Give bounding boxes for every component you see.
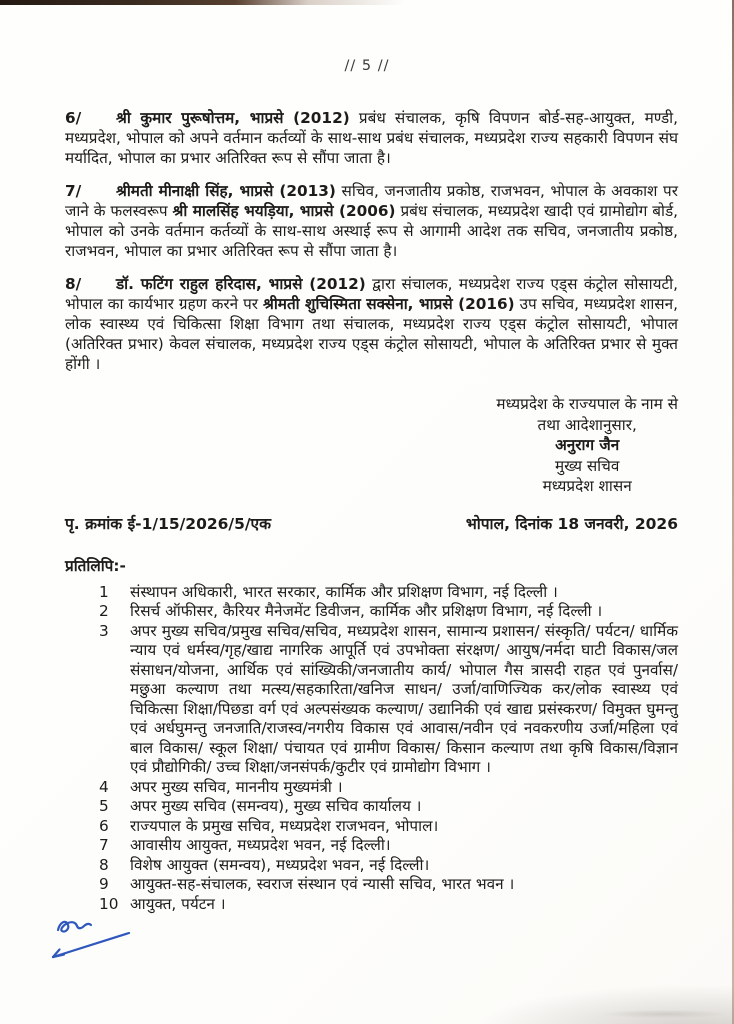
order-paragraph-8 bbox=[65, 274, 678, 374]
item-number: 10 bbox=[99, 894, 119, 913]
page-number: // 5 // bbox=[344, 58, 390, 74]
item-text: अपर मुख्य सचिव (समन्वय), मुख्य सचिव कार्यालय । bbox=[130, 797, 422, 815]
item-number: 3 bbox=[99, 621, 109, 640]
paragraph-number: 7/ bbox=[65, 182, 82, 200]
list-item bbox=[65, 836, 678, 856]
signatory-designation: मुख्य सचिव bbox=[555, 456, 620, 475]
copy-to-list bbox=[65, 583, 678, 915]
item-number: 5 bbox=[99, 797, 109, 815]
list-item bbox=[65, 856, 678, 876]
document-body bbox=[65, 108, 678, 914]
item-number: 9 bbox=[99, 875, 109, 893]
signatory-name: अनुराग जैन bbox=[555, 436, 620, 454]
place-and-date: भोपाल, दिनांक 18 जनवरी, 2026 bbox=[465, 514, 678, 533]
list-item bbox=[65, 817, 678, 837]
item-text: आवासीय आयुक्त, मध्यप्रदेश भवन, नई दिल्ली। bbox=[130, 836, 391, 854]
paragraph-text: श्री कुमार पुरूषोत्तम, भाप्रसे (2012) प्रबंध संचालक, कृषि विपणन बोर्ड-सह-आयुक्त, मण्डी, मध्यप्रदेश, भोपाल को अपने वर्तमान कर्तव्यों के साथ-साथ प्रबंध संचालक, मध्यप्रदेश राज्य सहकारी विपणन संघ मर्यादित, भोपाल का प्रभार अतिरिक्त रूप से सौंपा जाता है। bbox=[65, 109, 678, 167]
paragraph-number: 8/ bbox=[65, 275, 82, 293]
copy-to-heading: प्रतिलिपि:- bbox=[65, 556, 126, 575]
paragraph-number: 6/ bbox=[65, 109, 82, 127]
item-number: 2 bbox=[99, 602, 109, 620]
order-paragraph-6 bbox=[65, 108, 678, 168]
list-item bbox=[65, 602, 678, 622]
paragraph-text: श्रीमती मीनाक्षी सिंह, भाप्रसे (2013) सचिव, जनजातीय प्रकोष्ठ, राजभवन, भोपाल के अवकाश पर जाने के फलस्वरूप श्री मालसिंह भयड़िया, भाप्रसे (2006) प्रबंध संचालक, मध्यप्रदेश खादी एवं ग्रामोद्योग बोर्ड, भोपाल को उनके वर्तमान कर्तव्यों के साथ-साथ अस्थाई रूप से आगामी आदेश तक सचिव, जनजातीय प्रकोष्ठ, राजभवन, भोपाल का प्रभार अतिरिक्त रूप से सौंपा जाता है। bbox=[65, 182, 679, 260]
list-item bbox=[65, 622, 678, 778]
signatory-organization: मध्यप्रदेश शासन bbox=[542, 477, 632, 495]
item-text: आयुक्त, पर्यटन । bbox=[130, 894, 226, 913]
item-text: संस्थापन अधिकारी, भारत सरकार, कार्मिक और प्रशिक्षण विभाग, नई दिल्ली । bbox=[130, 582, 558, 601]
scan-artifact-smudge bbox=[604, 1010, 724, 1018]
item-number: 6 bbox=[99, 816, 109, 835]
list-item bbox=[65, 797, 678, 817]
scan-artifact-corner-shadow bbox=[474, 984, 734, 1024]
item-text: अपर मुख्य सचिव/प्रमुख सचिव/सचिव, मध्यप्रदेश शासन, सामान्य प्रशासन/ संस्कृति/ पर्यटन/ धार्मिक न्याय एवं धर्मस्व/गृह/खाद्य नागरिक आपूर्ति एवं उपभोक्ता संरक्षण/ आयुष/नर्मदा घाटी विकास/जल संसाधन/योजना, आर्थिक एवं सांख्यिकी/जनजातीय कार्य/ भोपाल गैस त्रासदी राहत एवं पुनर्वास/मछुआ कल्याण तथा मत्स्य/सहकारिता/खनिज साधन/ उर्जा/वाणिज्यिक कर/लोक स्वास्थ्य एवं चिकित्सा शिक्षा/पिछडा वर्ग एवं अल्पसंख्यक कल्याण/ उद्यानिकी एवं खाद्य प्रसंस्करण/ विमुक्त घुमन्तु एवं अर्धघुमन्तु जनजाति/राजस्व/नगरीय विकास एवं आवास/नवीन एवं नवकरणीय उर्जा/महिला एवं बाल विकास/ स्कूल शिक्षा/ पंचायत एवं ग्रामीण विकास/ किसान कल्याण तथा कृषि विकास/विज्ञान एवं प्रौद्योगिकी/ उच्च शिक्षा/जनसंपर्क/कुटीर एवं ग्रामोद्योग विभाग । bbox=[130, 621, 678, 776]
item-text: आयुक्त-सह-संचालक, स्वराज संस्थान एवं न्यासी सचिव, भारत भवन । bbox=[130, 875, 515, 893]
reference-row bbox=[65, 514, 678, 534]
scan-artifact-top-edge bbox=[0, 0, 734, 5]
item-number: 4 bbox=[99, 777, 109, 796]
item-text: रिसर्च ऑफीसर, कैरियर मैनेजमेंट डिवीजन, कार्मिक और प्रशिक्षण विभाग, नई दिल्ली । bbox=[130, 602, 603, 620]
item-text: विशेष आयुक्त (समन्वय), मध्यप्रदेश भवन, नई दिल्ली। bbox=[130, 855, 430, 874]
list-item bbox=[65, 778, 678, 798]
signature-order-line: तथा आदेशानुसार, bbox=[537, 415, 637, 434]
item-text: अपर मुख्य सचिव, माननीय मुख्यमंत्री । bbox=[130, 777, 343, 796]
item-text: राज्यपाल के प्रमुख सचिव, मध्यप्रदेश राजभवन, भोपाल। bbox=[130, 816, 439, 835]
item-number: 8 bbox=[99, 855, 109, 874]
signature-authority-line: मध्यप्रदेश के राज्यपाल के नाम से bbox=[496, 395, 678, 413]
item-number: 1 bbox=[99, 582, 109, 601]
list-item bbox=[65, 583, 678, 603]
item-number: 7 bbox=[99, 836, 109, 854]
list-item bbox=[65, 895, 678, 915]
paragraph-text: डॉ. फटिंग राहुल हरिदास, भाप्रसे (2012) द्वारा संचालक, मध्यप्रदेश राज्य एड्स कंट्रोल सोसायटी, भोपाल का कार्यभार ग्रहण करने पर श्रीमती शुचिस्मिता सक्सेना, भाप्रसे (2016) उप सचिव, मध्यप्रदेश शासन, लोक स्वास्थ्य एवं चिकित्सा शिक्षा विभाग तथा संचालक, मध्यप्रदेश राज्य एड्स कंट्रोल सोसायटी, भोपाल (अतिरिक्त प्रभार) केवल संचालक, मध्यप्रदेश राज्य एड्स कंट्रोल सोसायटी, भोपाल के अतिरिक्त प्रभार से मुक्त होंगी । bbox=[65, 275, 679, 373]
order-paragraph-7 bbox=[65, 181, 678, 261]
list-item bbox=[65, 875, 678, 895]
handwritten-ink-signature bbox=[40, 894, 150, 969]
signature-block bbox=[496, 394, 678, 497]
reference-number: पृ. क्रमांक ई-1/15/2026/5/एक bbox=[65, 514, 272, 533]
